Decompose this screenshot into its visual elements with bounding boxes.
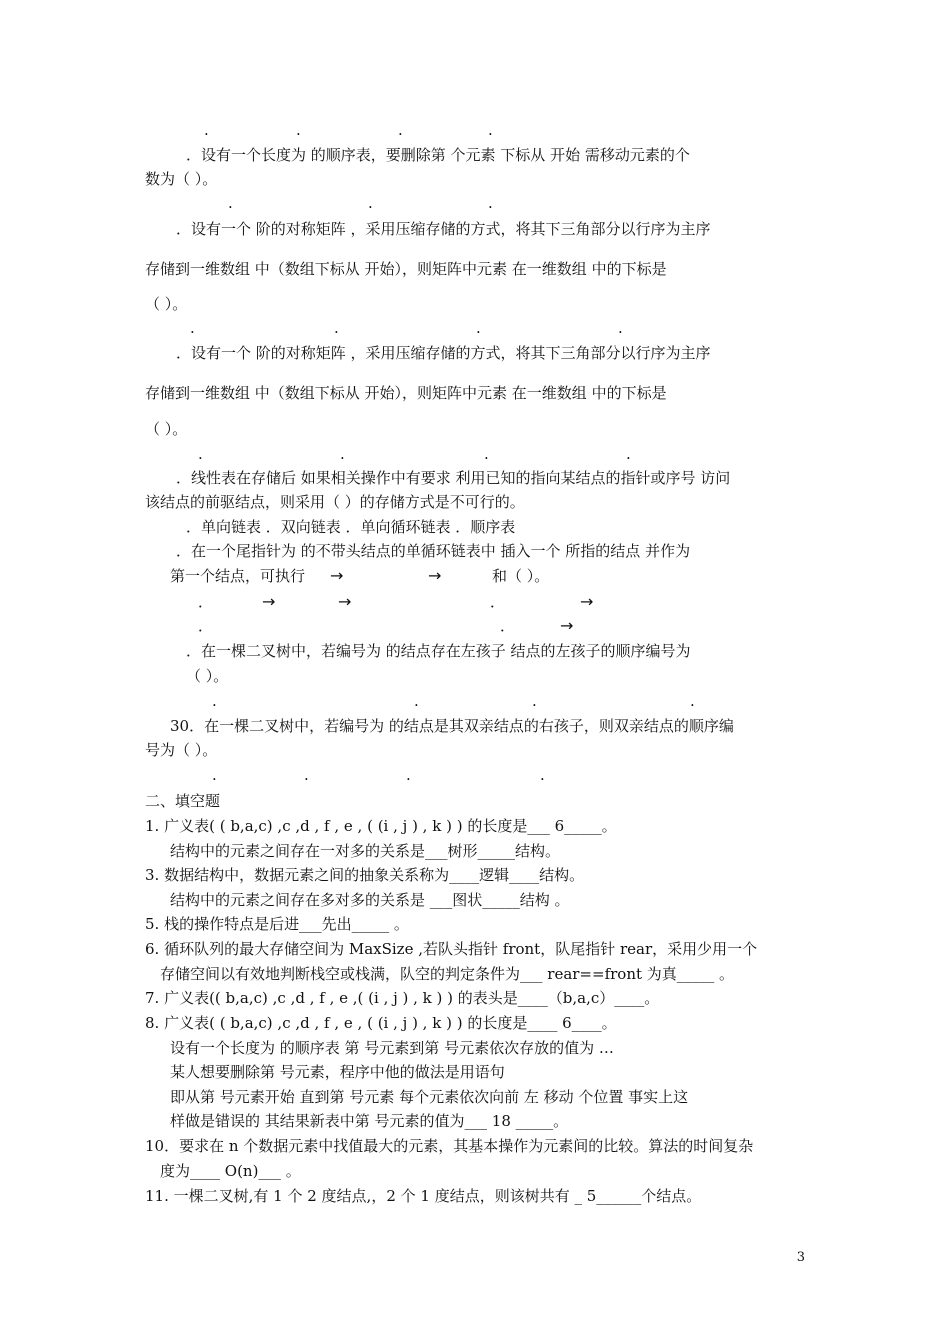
option-dot: . <box>190 319 195 337</box>
option-dot: . <box>204 121 209 139</box>
option-dot: . <box>626 445 631 463</box>
q-delete-line2: 数为（ ）。 <box>145 170 218 188</box>
q-linear-line2: 该结点的前驱结点，则采用（ ）的存储方式是不可行的。 <box>145 493 525 511</box>
fill-q8: 8. 广义表( ( b,a,c) ,c ,d , f , e , ( (i , j ) , k ) ) 的长度是____ 6____。 <box>145 1014 617 1032</box>
q-linear-options: ．单向链表 ．双向链表 ．单向循环链表 ．顺序表 <box>186 518 516 536</box>
q-sym1-line3: （ ）。 <box>145 295 188 313</box>
fill-q10-line1: 10．要求在 n 个数据元素中找值最大的元素，其基本操作为元素间的比较。算法的时间复杂 <box>145 1137 754 1155</box>
q-tail-option-a: ． <box>198 593 214 611</box>
option-dot: . <box>532 692 537 710</box>
fill-q7: 7. 广义表(( b,a,c) ,c ,d , f , e ,( (i , j ) , k ) ) 的表头是____（b,a,c）____。 <box>145 989 660 1007</box>
arrow-icon: → <box>560 616 574 635</box>
q30-line1: 30．在一棵二叉树中，若编号为 的结点是其双亲结点的右孩子，则双亲结点的顺序编 <box>170 717 734 735</box>
arrow-icon: → <box>580 592 594 611</box>
option-dot: . <box>340 445 345 463</box>
fill-q11: 11. 一棵二叉树,有 1 个 2 度结点,，2 个 1 度结点，则该树共有 _ 5______个结点。 <box>145 1187 702 1205</box>
option-dot: . <box>212 766 217 784</box>
option-dot: . <box>484 445 489 463</box>
fill-q9-line4: 样做是错误的 其结果新表中第 号元素的值为___ 18 _____。 <box>170 1112 569 1130</box>
fill-q9-line3: 即从第 号元素开始 直到第 号元素 每个元素依次向前 左 移动 个位置 事实上这 <box>170 1088 689 1106</box>
q-left-line1: ．在一棵二叉树中，若编号为 的结点存在左孩子 结点的左孩子的顺序编号为 <box>186 642 691 660</box>
q-sym1-line1: ．设有一个 阶的对称矩阵 ，采用压缩存储的方式，将其下三角部分以行序为主序 <box>176 220 711 238</box>
option-dot: . <box>488 121 493 139</box>
q-tail-line1: ．在一个尾指针为 的不带头结点的单循环链表中 插入一个 所指的结点 并作为 <box>176 542 691 560</box>
q-sym2-line3: （ ）。 <box>145 420 188 438</box>
fill-q9-line1: 设有一个长度为 的顺序表 第 号元素到第 号元素依次存放的值为 … <box>170 1039 614 1057</box>
option-dot: . <box>618 319 623 337</box>
option-dot: . <box>406 766 411 784</box>
option-dot: . <box>368 194 373 212</box>
option-dot: . <box>540 766 545 784</box>
q-tail-line2a: 第一个结点，可执行 <box>170 567 306 585</box>
fill-q1: 1. 广义表( ( b,a,c) ,c ,d , f , e , ( (i , j ) , k ) ) 的长度是___ 6_____。 <box>145 817 617 835</box>
q-tail-line2b: 和（ ）。 <box>492 567 550 585</box>
q-tail-option-d: ． <box>500 617 516 635</box>
q-sym2-line2: 存储到一维数组 中（数组下标从 开始），则矩阵中元素 在一维数组 中的下标是 <box>145 384 667 402</box>
option-dot: . <box>228 194 233 212</box>
option-dot: . <box>304 766 309 784</box>
fill-q6-line1: 6. 循环队列的最大存储空间为 MaxSize ,若队头指针 front，队尾指针 rear，采用少用一个 <box>145 940 758 958</box>
q-delete-line1: ．设有一个长度为 的顺序表，要删除第 个元素 下标从 开始 需移动元素的个 <box>186 146 690 164</box>
q-tail-option-c: ． <box>198 617 214 635</box>
option-dot: . <box>414 692 419 710</box>
fill-q10-line2: 度为____ O(n)___ 。 <box>160 1162 301 1180</box>
fill-q9-line2: 某人想要删除第 号元素，程序中他的做法是用语句 <box>170 1063 505 1081</box>
q-sym2-line1: ．设有一个 阶的对称矩阵 ，采用压缩存储的方式，将其下三角部分以行序为主序 <box>176 344 711 362</box>
fill-q4: 结构中的元素之间存在多对多的关系是 ___图状_____结构 。 <box>170 891 570 909</box>
option-dot: . <box>212 692 217 710</box>
q30-line2: 号为（ ）。 <box>145 741 218 759</box>
fill-q3: 3. 数据结构中，数据元素之间的抽象关系称为____逻辑____结构。 <box>145 866 585 884</box>
option-dot: . <box>488 194 493 212</box>
q-sym1-line2: 存储到一维数组 中（数组下标从 开始），则矩阵中元素 在一维数组 中的下标是 <box>145 260 667 278</box>
option-dot: . <box>296 121 301 139</box>
option-dot: . <box>690 692 695 710</box>
fill-q2: 结构中的元素之间存在一对多的关系是___树形_____结构。 <box>170 842 561 860</box>
arrow-icon: → <box>330 566 344 585</box>
q-left-line2: （ ）。 <box>186 667 229 685</box>
option-dot: . <box>334 319 339 337</box>
page-number: 3 <box>796 1250 805 1265</box>
q-tail-option-b: ． <box>490 593 506 611</box>
fill-q6-line2: 存储空间以有效地判断栈空或栈满，队空的判定条件为___ rear==front 为真_____ 。 <box>160 965 735 983</box>
arrow-icon: → <box>338 592 352 611</box>
fill-q5: 5. 栈的操作特点是后进___先出_____ 。 <box>145 915 409 933</box>
arrow-icon: → <box>428 566 442 585</box>
section-heading: 二、填空题 <box>145 792 221 810</box>
q-linear-line1: ．线性表在存储后 如果相关操作中有要求 利用已知的指向某结点的指针或序号 访问 <box>176 469 731 487</box>
arrow-icon: → <box>262 592 276 611</box>
option-dot: . <box>398 121 403 139</box>
option-dot: . <box>198 445 203 463</box>
option-dot: . <box>476 319 481 337</box>
